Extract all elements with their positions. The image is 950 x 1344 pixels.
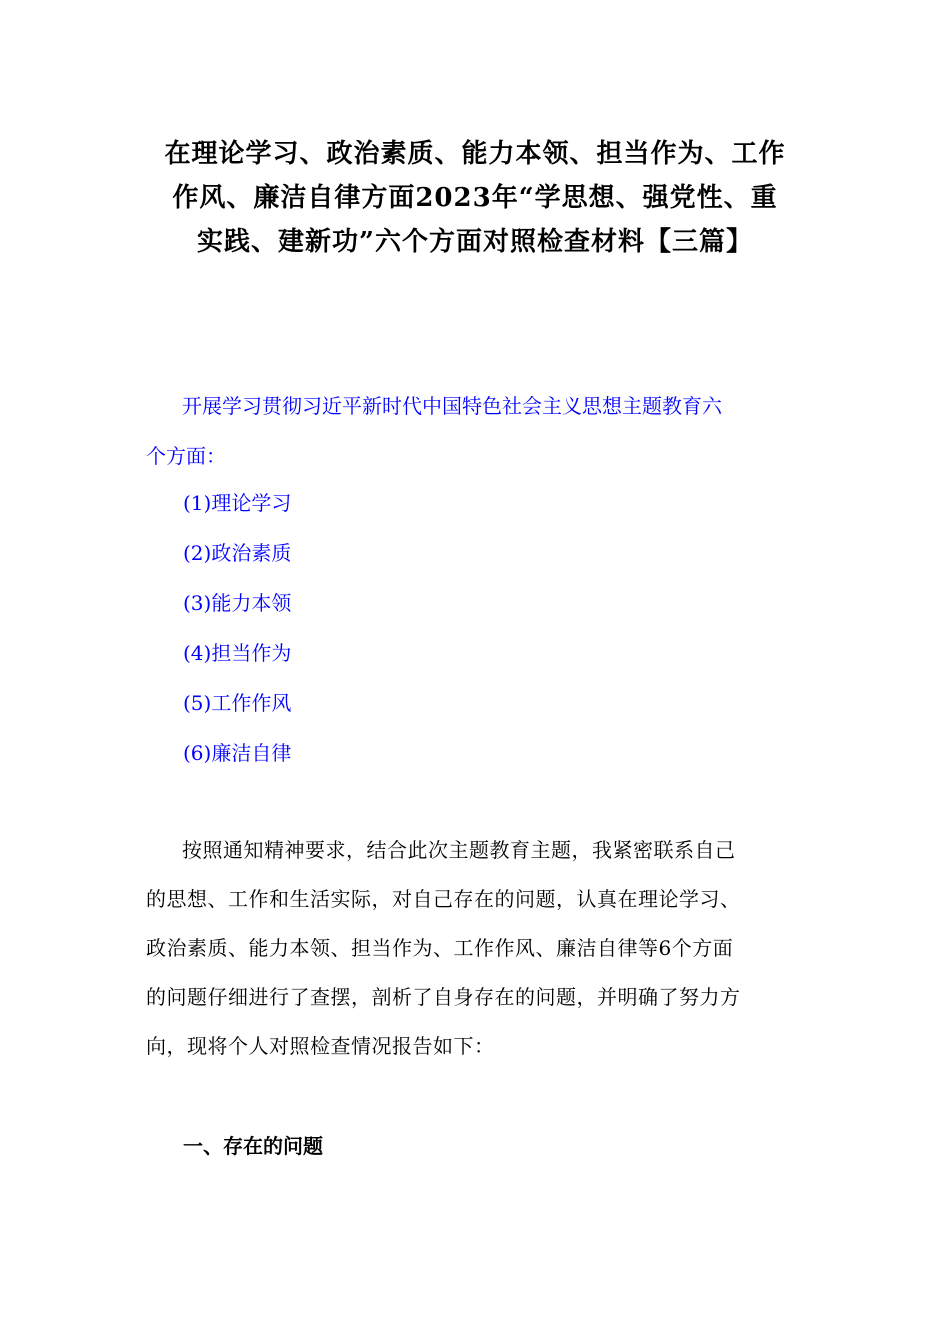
aspect-item-work-style: (5)工作作风 <box>183 691 292 715</box>
intro-line-2: 个方面： <box>146 444 226 468</box>
aspect-item-integrity: (6)廉洁自律 <box>183 741 292 765</box>
body-line-5: 向，现将个人对照检查情况报告如下： <box>146 1034 495 1058</box>
title-line-2: 作风、廉洁自律方面2023年“学思想、强党性、重 <box>172 183 778 213</box>
intro-line-1: 开展学习贯彻习近平新时代中国特色社会主义思想主题教育六 <box>182 394 722 418</box>
aspect-item-capability: (3)能力本领 <box>183 591 292 615</box>
body-line-3: 政治素质、能力本领、担当作为、工作作风、廉洁自律等6个方面 <box>146 936 734 960</box>
aspect-item-political-quality: (2)政治素质 <box>183 541 292 565</box>
aspect-item-responsibility: (4)担当作为 <box>183 641 292 665</box>
document-title <box>140 132 810 264</box>
body-paragraph <box>146 826 816 1071</box>
title-line-1: 在理论学习、政治素质、能力本领、担当作为、工作 <box>164 139 786 169</box>
aspect-item-theory-study: (1)理论学习 <box>183 491 292 515</box>
title-line-3: 实践、建新功”六个方面对照检查材料【三篇】 <box>197 227 753 257</box>
intro-paragraph <box>146 381 816 481</box>
section-heading-problems: 一、存在的问题 <box>183 1134 323 1158</box>
body-line-4: 的问题仔细进行了查摆，剖析了自身存在的问题，并明确了努力方 <box>146 985 741 1009</box>
body-line-2: 的思想、工作和生活实际，对自己存在的问题，认真在理论学习、 <box>146 887 741 911</box>
aspects-list <box>183 478 291 778</box>
body-line-1: 按照通知精神要求，结合此次主题教育主题，我紧密联系自己 <box>182 838 736 862</box>
